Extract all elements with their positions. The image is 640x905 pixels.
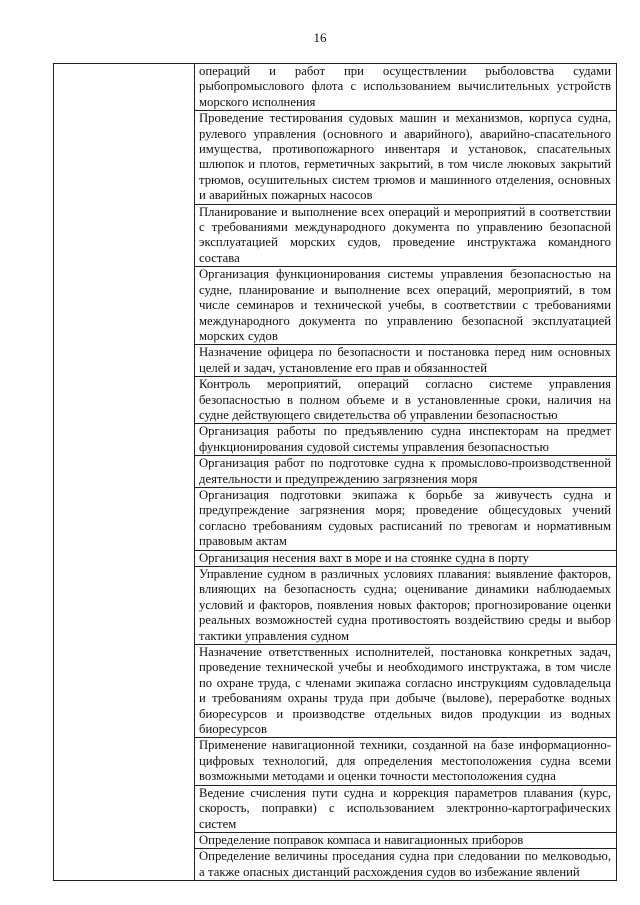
labor-action-cell: Организация функционирования системы управления безопасностью на судне, планирование и выполнение всех операций, мероприятий, в том числе семинаров и технической учебы, в соответствии с требованиями международного документа по управлению безопасной эксплуатацией морских судов bbox=[195, 267, 617, 345]
labor-action-cell: Управление судном в различных условиях плавания: выявление факторов, влияющих на безопасность судна; оценивание динамики наблюдаемых условий и факторов, появления новых факторов; прогнозирование оценки реальных возможностей судна противостоять воздействию среды и выбор тактики управления судном bbox=[195, 567, 617, 645]
table-row bbox=[54, 64, 617, 111]
labor-action-cell: Определение поправок компаса и навигационных приборов bbox=[195, 832, 617, 848]
labor-action-cell: Применение навигационной техники, созданной на базе информационно-цифровых технологий, для определения местоположения судна всеми возможными методами и оценки точности местоположения судна bbox=[195, 738, 617, 785]
labor-action-cell: Ведение счисления пути судна и коррекция параметров плавания (курс, скорость, поправки) с использованием электронно-картографических систем bbox=[195, 785, 617, 832]
table-body bbox=[54, 64, 617, 881]
labor-action-cell: Организация подготовки экипажа к борьбе за живучесть судна и предупреждение загрязнения моря; проведение общесудовых учений согласно требованиям судовых расписаний по тревогам и нормативным правовым актам bbox=[195, 487, 617, 550]
labor-action-cell: Организация работы по предъявлению судна инспекторам на предмет функционирования судовой системы управления безопасностью bbox=[195, 424, 617, 456]
labor-action-cell: Назначение офицера по безопасности и постановка перед ним основных целей и задач, установление его прав и обязанностей bbox=[195, 345, 617, 377]
labor-action-cell: Определение величины проседания судна при следовании по мелководью, а также опасных дистанций расхождения судов во избежание явлений bbox=[195, 849, 617, 881]
page-number: 16 bbox=[313, 30, 327, 45]
labor-action-cell: Организация работ по подготовке судна к промыслово-производственной деятельности и предупреждению загрязнения моря bbox=[195, 456, 617, 488]
empty-left-column bbox=[54, 64, 195, 881]
page-bottom-edge bbox=[0, 897, 640, 905]
labor-action-cell: Организация несения вахт в море и на стоянке судна в порту bbox=[195, 550, 617, 566]
labor-action-cell: Контроль мероприятий, операций согласно системе управления безопасностью в полном объеме и в установленные сроки, наличия на судне действующего свидетельства об управлении безопасностью bbox=[195, 377, 617, 424]
labor-action-cell: Проведение тестирования судовых машин и механизмов, корпуса судна, рулевого управления (основного и аварийного), аварийно-спасательного имущества, противопожарного инвентаря и установок, спасательных шлюпок и плотов, герметичных закрытий, в том числе люковых закрытий трюмов, осушительных систем трюмов и машинного отделения, основных и аварийных пожарных насосов bbox=[195, 111, 617, 204]
labor-action-cell: Назначение ответственных исполнителей, постановка конкретных задач, проведение технической учебы и необходимого инструктажа, в том числе по охране труда, с членами экипажа согласно инструкциям судовладельца и требованиям охраны труда при добыче (вылове), переработке водных биоресурсов и производстве отдельных видов продукции из водных биоресурсов bbox=[195, 645, 617, 738]
labor-action-cell: операций и работ при осуществлении рыболовства судами рыбопромыслового флота с использованием вычислительных устройств морского исполнения bbox=[195, 64, 617, 111]
labor-action-cell: Планирование и выполнение всех операций и мероприятий в соответствии с требованиями международного документа по управлению безопасной эксплуатацией морских судов, проведение инструктажа командного состава bbox=[195, 204, 617, 267]
labor-functions-table bbox=[53, 63, 617, 881]
